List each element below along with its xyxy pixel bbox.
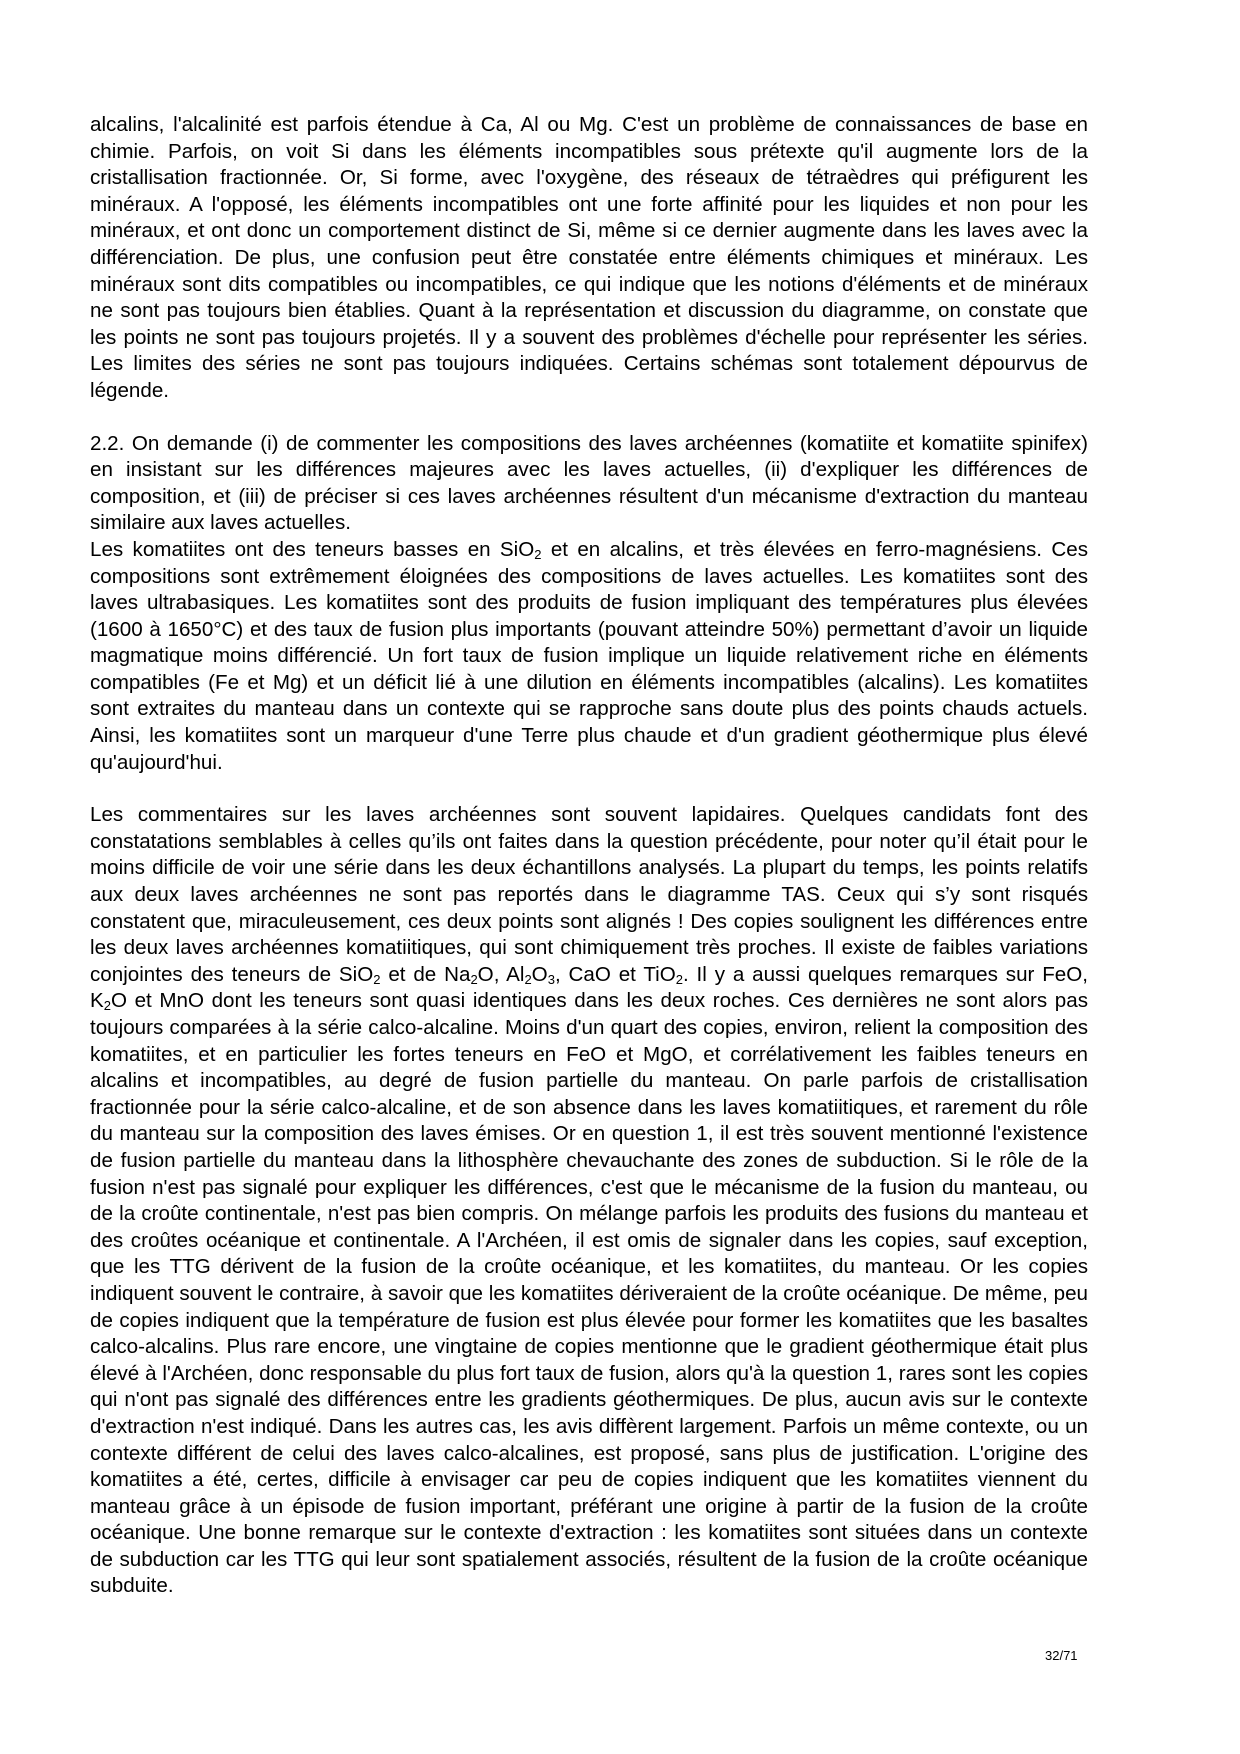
- text-segment: O et MnO dont les teneurs sont quasi identiques dans les deux roches. Ces dernières ne sont alors pas toujours comparées à la série calco-alcaline. Moins d'un quart des copies, environ, relient la composition des komatiites, et en particulier les fortes teneurs en FeO et MgO, et corrélativement les faibles teneurs en alcalins et incompatibles, au degré de fusion partielle du manteau. On parle parfois de cristallisation fractionnée pour la série calco-alcaline, et de son absence dans les laves komatiitiques, et rarement du rôle du manteau sur la composition des laves émises. Or en question 1, il est très souvent mentionné l'existence de fusion partielle du manteau dans la lithosphère chevauchante des zones de subduction. Si le rôle de la fusion n'est pas signalé pour expliquer les différences, c'est que le mécanisme de la fusion du manteau, ou de la croûte continentale, n'est pas bien compris. On mélange parfois les produits des fusions du manteau et des croûtes océanique et continentale. A l'Archéen, il est omis de signaler dans les copies, sauf exception, que les TTG dérivent de la fusion de la croûte océanique, et les komatiites, du manteau. Or les copies indiquent souvent le contraire, à savoir que les komatiites dériveraient de la croûte océanique. De même, peu de copies indiquent que la température de fusion est plus élevée pour former les komatiites que les basaltes calco-alcalins. Plus rare encore, une vingtaine de copies mentionne que le gradient géothermique était plus élevé à l'Archéen, donc responsable du plus fort taux de fusion, alors qu'à la question 1, rares sont les copies qui n'ont pas signalé des différences entre les gradients géothermiques. De plus, aucun avis sur le contexte d'extraction n'est indiqué. Dans les autres cas, les avis diffèrent largement. Parfois un même contexte, ou un contexte différent de celui des laves calco-alcalines, est proposé, sans plus de justification. L'origine des komatiites a été, certes, difficile à envisager car peu de copies indiquent que les komatiites viennent du manteau grâce à un épisode de fusion important, préférant une origine à partir de la fusion de la croûte océanique. Une bonne remarque sur le contexte d'extraction : les komatiites sont situées dans un contexte de subduction car les TTG qui leur sont spatialement associés, résultent de la fusion de la croûte océanique subduite.: [90, 989, 1088, 1598]
- text-segment: O, Al: [477, 962, 525, 986]
- subscript: 2: [373, 971, 381, 987]
- text-segment: . Il y a aussi quelques remarques sur FeO, K: [90, 962, 1088, 1013]
- paragraph-komatiites-answer: [90, 537, 1088, 776]
- paragraph-gap: [90, 405, 1088, 431]
- text-segment: Les komatiites ont des teneurs basses en SiO: [90, 537, 535, 561]
- paragraph-question-2-2: 2.2. On demande (i) de commenter les compositions des laves archéennes (komatiite et komatiite spinifex) en insistant sur les différences majeures avec les laves actuelles, (ii) d'expliquer les différences de composition, et (iii) de préciser si ces laves archéennes résultent d'un mécanisme d'extraction du manteau similaire aux laves actuelles.: [90, 431, 1088, 535]
- subscript: 3: [547, 971, 555, 987]
- text-segment: Les commentaires sur les laves archéennes sont souvent lapidaires. Quelques candidats font des constatations semblables à celles qu’ils ont faites dans la question précédente, pour noter qu’il était pour le moins difficile de voir une série dans les deux échantillons analysés. La plupart du temps, les points relatifs aux deux laves archéennes ne sont pas reportés dans le diagramme TAS. Ceux qui s’y sont risqués constatent que, miraculeusement, ces deux points sont alignés ! Des copies soulignent les différences entre les deux laves archéennes komatiitiques, qui sont chimiquement très proches. Il existe de faibles variations conjointes des teneurs de SiO: [90, 803, 1088, 986]
- paragraph-gap: [90, 776, 1088, 802]
- text-segment: , CaO et TiO: [554, 962, 676, 986]
- subscript: 2: [524, 971, 532, 987]
- subscript: 2: [103, 998, 111, 1014]
- subscript: 2: [675, 971, 683, 987]
- paragraph-alkalinity: alcalins, l'alcalinité est parfois étendue à Ca, Al ou Mg. C'est un problème de connaissances de base en chimie. Parfois, on voit Si dans les éléments incompatibles sous prétexte qu'il augmente lors de la cristallisation fractionnée. Or, Si forme, avec l'oxygène, des réseaux de tétraèdres qui préfigurent les minéraux. A l'opposé, les éléments incompatibles ont une forte affinité pour les liquides et non pour les minéraux, et ont donc un comportement distinct de Si, même si ce dernier augmente dans les laves avec la différenciation. De plus, une confusion peut être constatée entre éléments chimiques et minéraux. Les minéraux sont dits compatibles ou incompatibles, ce qui indique que les notions d'éléments et de minéraux ne sont pas toujours bien établies. Quant à la représentation et discussion du diagramme, on constate que les points ne sont pas toujours projetés. Il y a souvent des problèmes d'échelle pour représenter les séries. Les limites des séries ne sont pas toujours indiquées. Certains schémas sont totalement dépourvus de légende.: [90, 113, 1088, 402]
- text-segment: O: [531, 962, 548, 986]
- text-segment: et de Na: [380, 962, 471, 986]
- page-number: 32/71: [1045, 1648, 1078, 1663]
- paragraph-commentary: [90, 802, 1088, 1600]
- subscript: 2: [470, 971, 478, 987]
- subscript: 2: [534, 546, 542, 562]
- document-body: [90, 112, 1088, 1600]
- text-segment: et en alcalins, et très élevées en ferro-magnésiens. Ces compositions sont extrêmement éloignées des compositions de laves actuelles. Les komatiites sont des laves ultrabasiques. Les komatiites sont des produits de fusion impliquant des températures plus élevées (1600 à 1650°C) et des taux de fusion plus importants (pouvant atteindre 50%) permettant d’avoir un liquide magmatique moins différencié. Un fort taux de fusion implique un liquide relativement riche en éléments compatibles (Fe et Mg) et un déficit lié à une dilution en éléments incompatibles (alcalins). Les komatiites sont extraites du manteau dans un contexte qui se rapproche sans doute plus des points chauds actuels. Ainsi, les komatiites sont un marqueur d'une Terre plus chaude et d'un gradient géothermique plus élevé qu'aujourd'hui.: [90, 537, 1088, 774]
